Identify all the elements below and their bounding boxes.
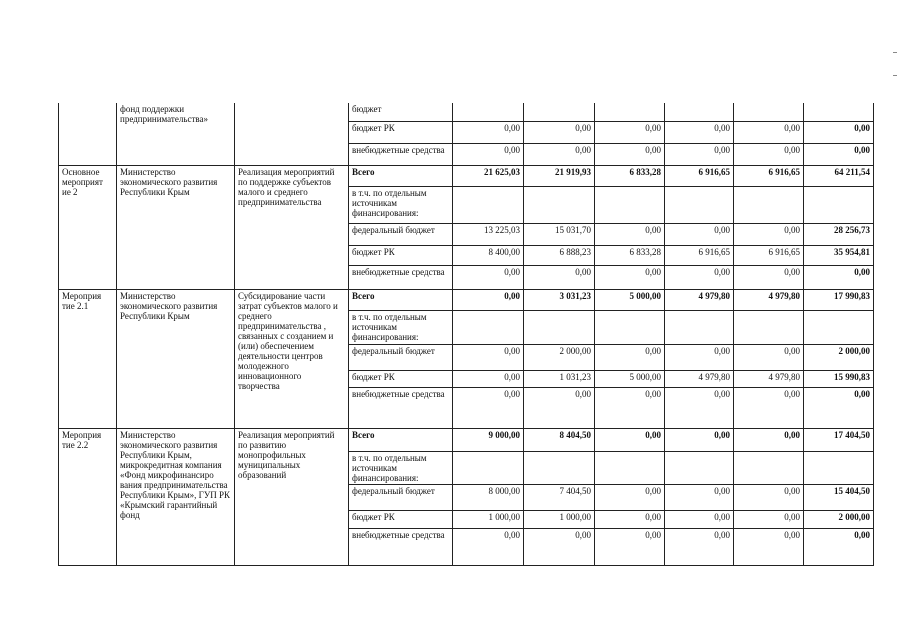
year-value-cell: 0,00 [595, 528, 665, 565]
total-cell: 28 256,73 [804, 223, 874, 245]
year-value-cell: 0,00 [453, 265, 524, 289]
funding-source-cell: бюджет РК [349, 370, 453, 387]
year-value-cell: 0,00 [453, 370, 524, 387]
year-value-cell: 4 979,80 [665, 370, 734, 387]
funding-source-cell: Всего [349, 165, 453, 186]
year-value-cell: 6 916,65 [734, 165, 804, 186]
year-value-cell: 0,00 [595, 484, 665, 510]
year-value-cell: 7 404,50 [524, 484, 595, 510]
year-value-cell: 0,00 [453, 143, 524, 165]
year-value-cell: 0,00 [524, 121, 595, 143]
year-value-cell: 21 919,93 [524, 165, 595, 186]
executor-cell: Министерство экономического развития Республики Крым [117, 165, 235, 289]
year-value-cell: 4 979,80 [734, 370, 804, 387]
total-cell: 15 404,50 [804, 484, 874, 510]
year-value-cell: 21 625,03 [453, 165, 524, 186]
year-value-cell: 0,00 [665, 143, 734, 165]
year-value-cell: 0,00 [665, 528, 734, 565]
year-value-cell: 8 000,00 [453, 484, 524, 510]
year-value-cell [453, 103, 524, 121]
year-value-cell: 0,00 [665, 121, 734, 143]
total-cell [804, 451, 874, 484]
year-value-cell: 0,00 [524, 528, 595, 565]
activity-name-cell: Реализация мероприятий по поддержке субъектов малого и среднего предпринимательства [235, 165, 349, 289]
year-value-cell: 6 916,65 [665, 245, 734, 265]
year-value-cell: 8 400,00 [453, 245, 524, 265]
funding-source-cell: в т.ч. по отдельным источникам финансирования: [349, 310, 453, 344]
funding-source-cell: Всего [349, 428, 453, 451]
year-value-cell: 0,00 [453, 289, 524, 310]
year-value-cell [734, 310, 804, 344]
year-value-cell [453, 310, 524, 344]
total-cell: 17 404,50 [804, 428, 874, 451]
total-cell: 0,00 [804, 121, 874, 143]
year-value-cell [665, 186, 734, 223]
year-value-cell: 0,00 [595, 223, 665, 245]
funding-source-cell: внебюджетные средства [349, 265, 453, 289]
year-value-cell [734, 103, 804, 121]
year-value-cell: 2 000,00 [524, 344, 595, 370]
year-value-cell [595, 451, 665, 484]
activity-id-cell: Мероприя тие 2.1 [59, 289, 117, 428]
year-value-cell: 13 225,03 [453, 223, 524, 245]
year-value-cell [665, 451, 734, 484]
total-cell: 15 990,83 [804, 370, 874, 387]
year-value-cell: 6 916,65 [665, 165, 734, 186]
year-value-cell: 0,00 [734, 121, 804, 143]
year-value-cell: 1 000,00 [453, 510, 524, 528]
year-value-cell: 5 000,00 [595, 370, 665, 387]
year-value-cell: 8 404,50 [524, 428, 595, 451]
year-value-cell: 15 031,70 [524, 223, 595, 245]
year-value-cell: 0,00 [665, 265, 734, 289]
funding-source-cell: Всего [349, 289, 453, 310]
total-cell: 0,00 [804, 265, 874, 289]
year-value-cell: 0,00 [734, 143, 804, 165]
total-cell: 35 954,81 [804, 245, 874, 265]
year-value-cell: 0,00 [524, 265, 595, 289]
year-value-cell: 0,00 [595, 510, 665, 528]
year-value-cell [453, 186, 524, 223]
year-value-cell [524, 451, 595, 484]
funding-source-cell: бюджет РК [349, 510, 453, 528]
year-value-cell: 0,00 [665, 484, 734, 510]
year-value-cell: 0,00 [734, 223, 804, 245]
year-value-cell: 4 979,80 [734, 289, 804, 310]
funding-source-cell: в т.ч. по отдельным источникам финансирования: [349, 186, 453, 223]
total-cell: 17 990,83 [804, 289, 874, 310]
table-row [59, 428, 874, 451]
year-value-cell: 0,00 [595, 143, 665, 165]
year-value-cell: 0,00 [734, 344, 804, 370]
executor-cell: Министерство экономического развития Республики Крым [117, 289, 235, 428]
year-value-cell: 6 833,28 [595, 245, 665, 265]
year-value-cell: 0,00 [665, 223, 734, 245]
year-value-cell: 0,00 [665, 510, 734, 528]
year-value-cell [595, 103, 665, 121]
year-value-cell: 0,00 [734, 528, 804, 565]
year-value-cell: 0,00 [734, 265, 804, 289]
year-value-cell: 0,00 [734, 387, 804, 428]
margin-tick [893, 52, 897, 53]
activity-id-cell: Основное мероприят ие 2 [59, 165, 117, 289]
year-value-cell: 4 979,80 [665, 289, 734, 310]
total-cell: 64 211,54 [804, 165, 874, 186]
year-value-cell: 0,00 [734, 510, 804, 528]
funding-source-cell: внебюджетные средства [349, 143, 453, 165]
margin-tick [893, 75, 897, 76]
year-value-cell: 6 916,65 [734, 245, 804, 265]
year-value-cell: 0,00 [595, 121, 665, 143]
total-cell: 0,00 [804, 528, 874, 565]
year-value-cell [665, 103, 734, 121]
table-row [59, 165, 874, 186]
year-value-cell: 0,00 [665, 344, 734, 370]
year-value-cell: 6 833,28 [595, 165, 665, 186]
funding-source-cell: внебюджетные средства [349, 387, 453, 428]
executor-cell: фонд поддержки предпринимательства» [117, 103, 235, 165]
year-value-cell: 3 031,23 [524, 289, 595, 310]
total-cell [804, 310, 874, 344]
year-value-cell: 1 000,00 [524, 510, 595, 528]
year-value-cell: 0,00 [524, 387, 595, 428]
table-row [59, 103, 874, 121]
year-value-cell [665, 310, 734, 344]
funding-source-cell: федеральный бюджет [349, 223, 453, 245]
year-value-cell: 0,00 [453, 121, 524, 143]
year-value-cell [734, 186, 804, 223]
year-value-cell: 0,00 [734, 428, 804, 451]
year-value-cell: 0,00 [453, 528, 524, 565]
funding-source-cell: в т.ч. по отдельным источникам финансирования: [349, 451, 453, 484]
year-value-cell: 5 000,00 [595, 289, 665, 310]
year-value-cell: 0,00 [734, 484, 804, 510]
total-cell: 2 000,00 [804, 510, 874, 528]
year-value-cell [524, 310, 595, 344]
year-value-cell: 0,00 [595, 265, 665, 289]
table-body [59, 103, 874, 565]
year-value-cell: 0,00 [595, 344, 665, 370]
total-cell [804, 103, 874, 121]
funding-source-cell: бюджет [349, 103, 453, 121]
year-value-cell: 0,00 [453, 344, 524, 370]
total-cell: 0,00 [804, 387, 874, 428]
program-funding-table [58, 103, 874, 566]
total-cell [804, 186, 874, 223]
year-value-cell: 1 031,23 [524, 370, 595, 387]
year-value-cell: 0,00 [453, 387, 524, 428]
year-value-cell: 9 000,00 [453, 428, 524, 451]
year-value-cell: 0,00 [595, 387, 665, 428]
year-value-cell: 0,00 [665, 428, 734, 451]
activity-name-cell: Субсидирование части затрат субъектов малого и среднего предпринимательства , связанных с созданием и (или) обеспечением деятельности центров молодежного инновационного творчества [235, 289, 349, 428]
funding-source-cell: бюджет РК [349, 121, 453, 143]
year-value-cell: 0,00 [665, 387, 734, 428]
activity-name-cell [235, 103, 349, 165]
funding-source-cell: федеральный бюджет [349, 344, 453, 370]
activity-id-cell: Мероприя тие 2.2 [59, 428, 117, 565]
funding-source-cell: федеральный бюджет [349, 484, 453, 510]
funding-source-cell: бюджет РК [349, 245, 453, 265]
year-value-cell [595, 310, 665, 344]
executor-cell: Министерство экономического развития Республики Крым, микрокредитная компания «Фонд микрофинансиро вания предпринимательства Республики Крым», ГУП РК «Крымский гарантийный фонд [117, 428, 235, 565]
year-value-cell [595, 186, 665, 223]
funding-source-cell: внебюджетные средства [349, 528, 453, 565]
year-value-cell [453, 451, 524, 484]
table-row [59, 289, 874, 310]
year-value-cell: 6 888,23 [524, 245, 595, 265]
year-value-cell [734, 451, 804, 484]
year-value-cell: 0,00 [524, 143, 595, 165]
activity-id-cell [59, 103, 117, 165]
total-cell: 0,00 [804, 143, 874, 165]
year-value-cell: 0,00 [595, 428, 665, 451]
year-value-cell [524, 103, 595, 121]
total-cell: 2 000,00 [804, 344, 874, 370]
activity-name-cell: Реализация мероприятий по развитию монопрофильных муниципальных образований [235, 428, 349, 565]
year-value-cell [524, 186, 595, 223]
